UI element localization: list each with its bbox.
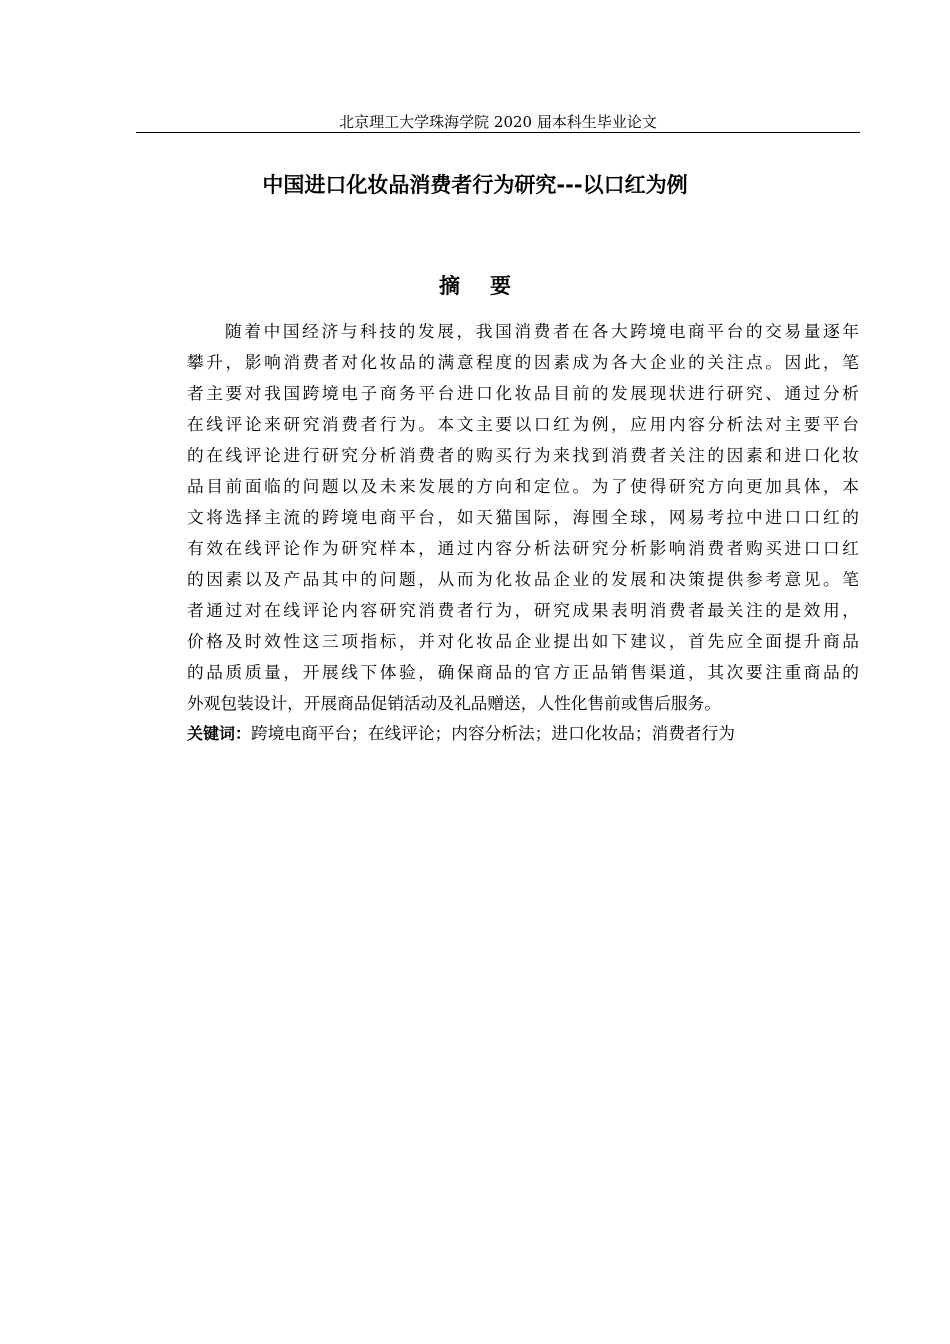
abstract-line: 品目前面临的问题以及未来发展的方向和定位。为了使得研究方向更加具体，本 (187, 476, 859, 496)
abstract-line: 的在线评论进行研究分析消费者的购买行为来找到消费者关注的因素和进口化妆 (187, 445, 859, 465)
abstract-heading: 摘要 (439, 274, 541, 298)
abstract-line: 外观包装设计，开展商品促销活动及礼品赠送，人性化售前或售后服务。 (187, 693, 721, 713)
abstract-line: 者主要对我国跨境电子商务平台进口化妆品目前的发展现状进行研究、通过分析 (187, 383, 859, 403)
keywords (187, 718, 859, 749)
abstract-line: 的因素以及产品其中的问题，从而为化妆品企业的发展和决策提供参考意见。笔 (187, 569, 859, 589)
header-rule (136, 132, 860, 133)
abstract-line: 有效在线评论作为研究样本，通过内容分析法研究分析影响消费者购买进口口红 (187, 538, 859, 558)
abstract-body (187, 316, 859, 719)
abstract-line: 随着中国经济与科技的发展，我国消费者在各大跨境电商平台的交易量逐年 (225, 321, 859, 341)
keywords-text: 跨境电商平台；在线评论；内容分析法；进口化妆品；消费者行为 (251, 723, 735, 743)
abstract-line: 者通过对在线评论内容研究消费者行为，研究成果表明消费者最关注的是效用， (187, 600, 859, 620)
abstract-line: 的品质质量，开展线下体验，确保商品的官方正品销售渠道，其次要注重商品的 (187, 662, 859, 682)
keywords-label: 关键词： (187, 724, 252, 743)
abstract-line: 在线评论来研究消费者行为。本文主要以口红为例，应用内容分析法对主要平台 (187, 414, 859, 434)
abstract-line: 文将选择主流的跨境电商平台，如天猫国际，海囤全球，网易考拉中进口口红的 (187, 507, 859, 527)
paper-title: 中国进口化妆品消费者行为研究---以口红为例 (262, 173, 688, 197)
abstract-line: 价格及时效性这三项指标，并对化妆品企业提出如下建议，首先应全面提升商品 (187, 631, 859, 651)
abstract-line: 攀升，影响消费者对化妆品的满意程度的因素成为各大企业的关注点。因此，笔 (187, 352, 859, 372)
running-header: 北京理工大学珠海学院 2020 届本科生毕业论文 (339, 113, 657, 131)
